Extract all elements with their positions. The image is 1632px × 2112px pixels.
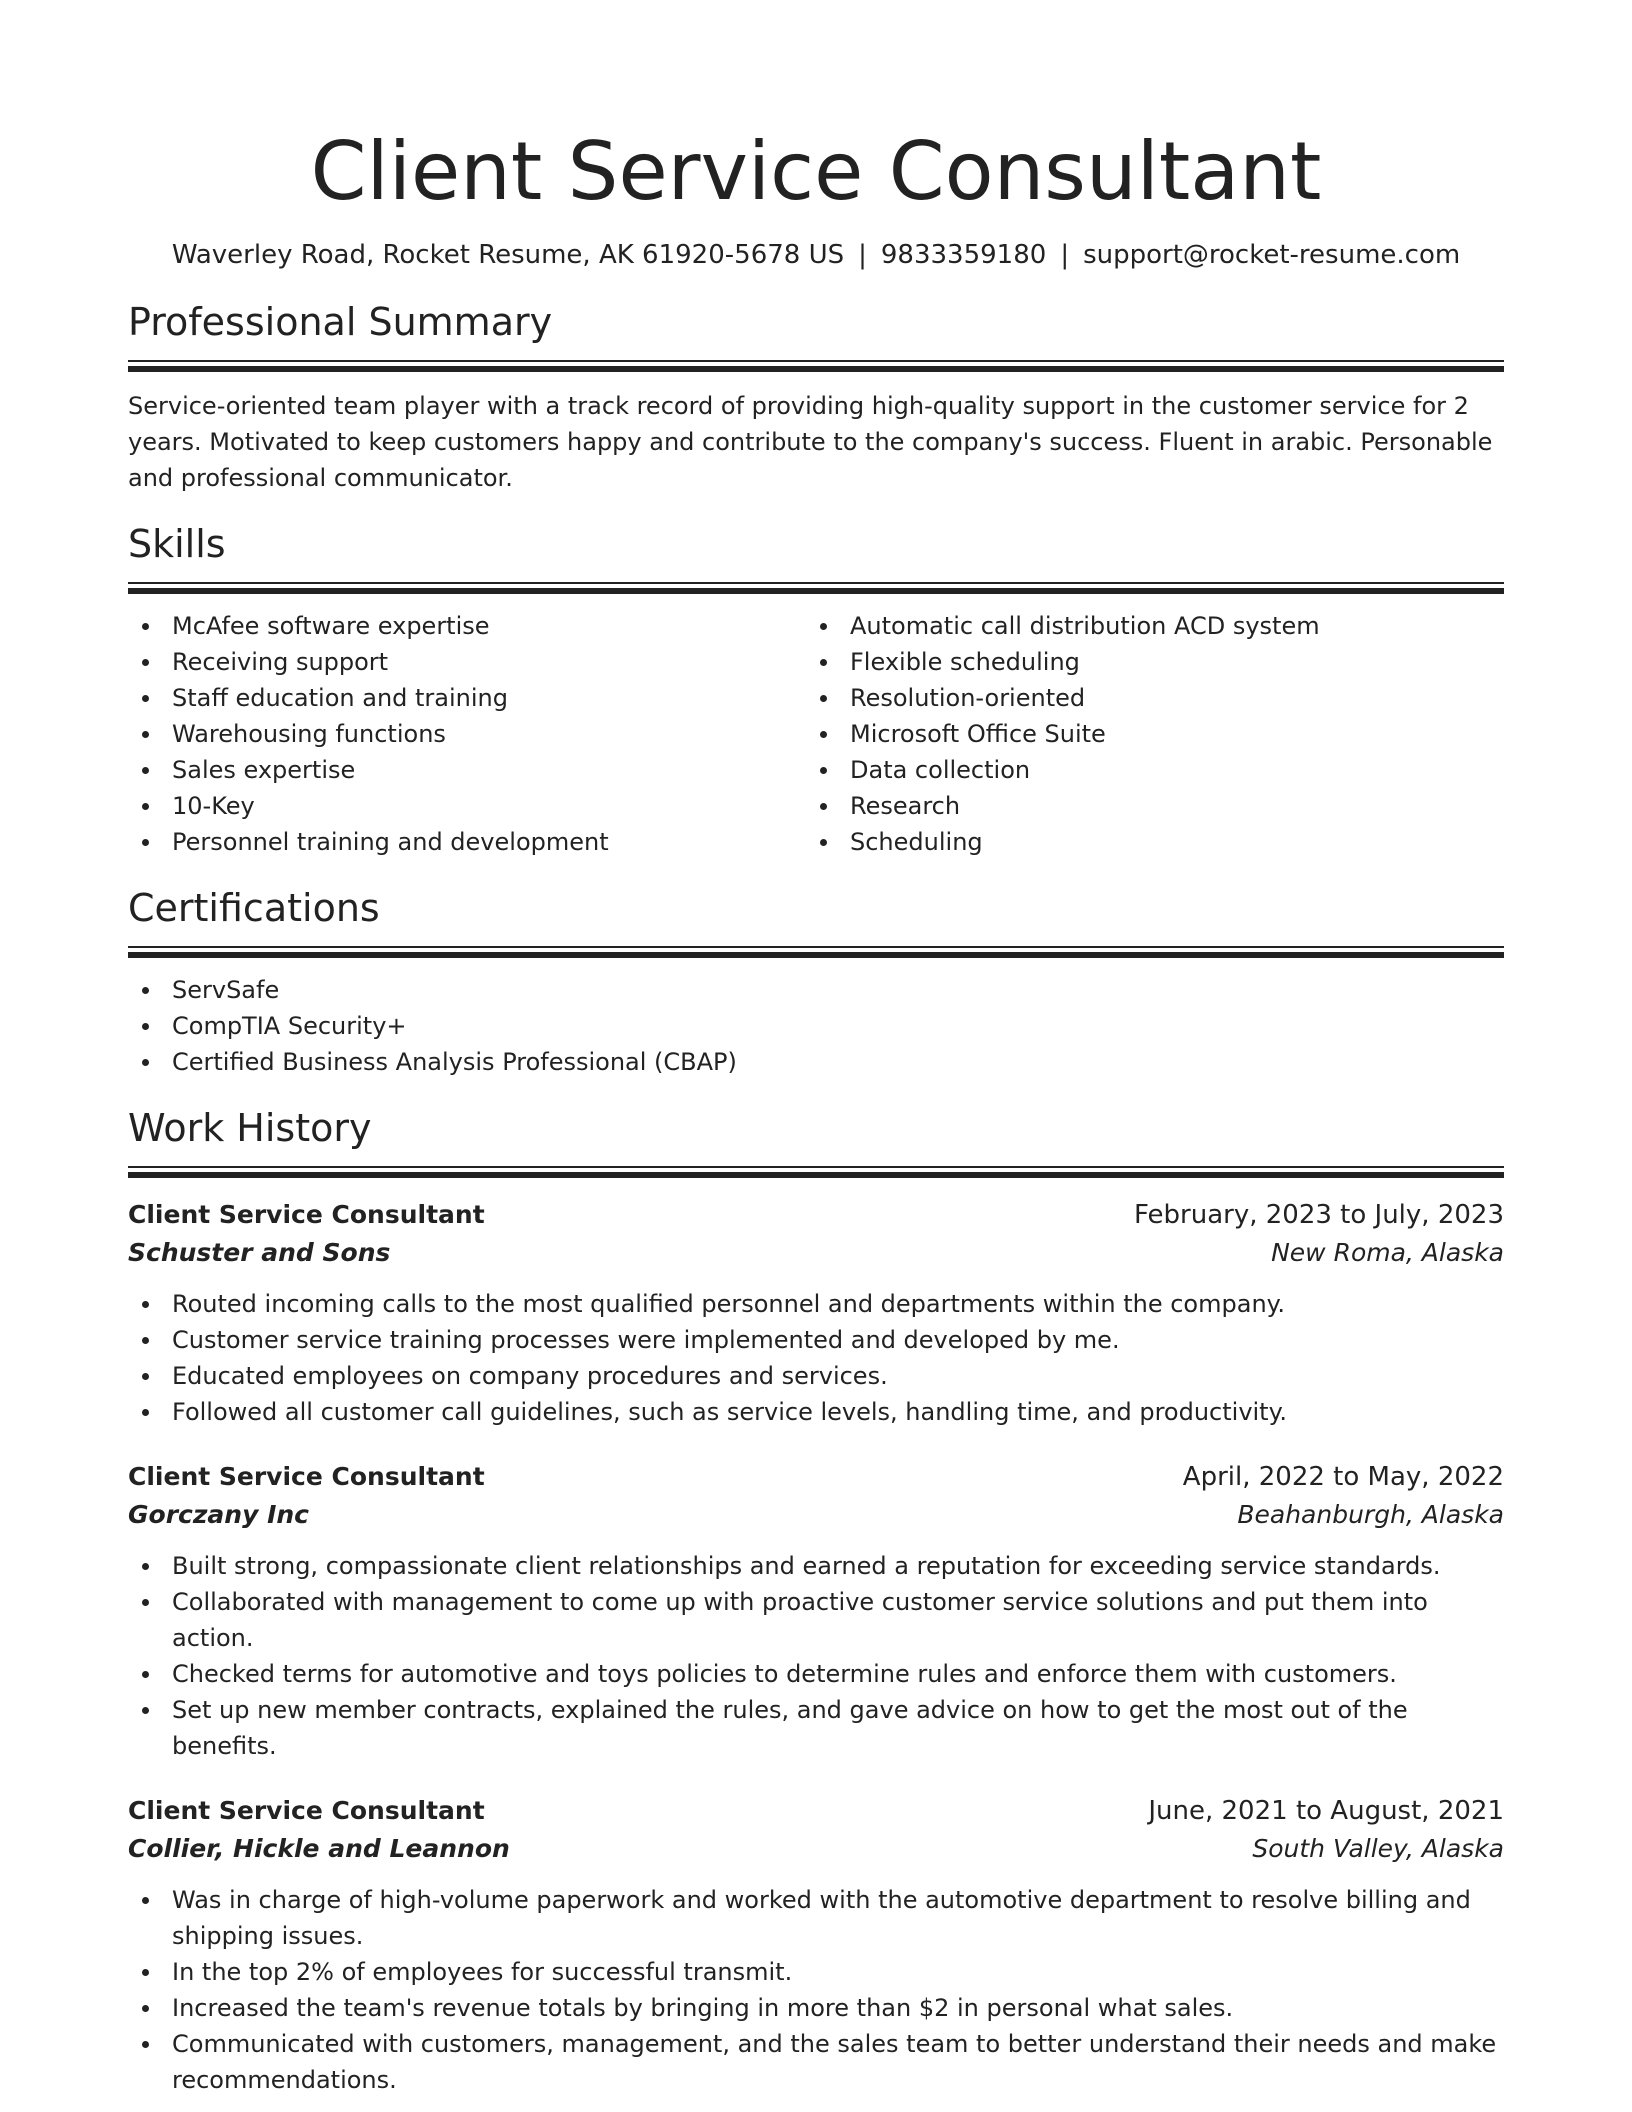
skills-heading: Skills [128, 522, 226, 566]
skill-item: Scheduling [806, 824, 1484, 860]
job-entry [128, 1458, 1504, 1764]
skill-item: Data collection [806, 752, 1484, 788]
skills-list-right [806, 608, 1484, 860]
contact-separator: | [1060, 240, 1070, 270]
job-duties-list [128, 1882, 1504, 2098]
section-divider [128, 946, 1504, 958]
job-duties-list [128, 1286, 1504, 1430]
job-duty: Routed incoming calls to the most qualified personnel and departments within the company. [128, 1286, 1504, 1322]
job-duty: Increased the team's revenue totals by bringing in more than $2 in personal what sales. [128, 1990, 1504, 2026]
job-title: Client Service Consultant [128, 1462, 485, 1491]
skill-item: Automatic call distribution ACD system [806, 608, 1484, 644]
certifications-section [128, 884, 1504, 1080]
job-dates: February, 2023 to July, 2023 [1134, 1200, 1504, 1230]
certification-item: CompTIA Security+ [128, 1008, 1504, 1044]
job-header-row [128, 1792, 1504, 1830]
resume-name: Client Service Consultant [310, 125, 1322, 218]
job-location: New Roma, Alaska [1271, 1238, 1504, 1267]
job-entry [128, 1196, 1504, 1430]
skills-list-left [128, 608, 806, 860]
job-title: Client Service Consultant [128, 1200, 485, 1229]
certification-item: ServSafe [128, 972, 1504, 1008]
skill-item: Staff education and training [128, 680, 806, 716]
skill-item: Warehousing functions [128, 716, 806, 752]
contact-email: support@rocket-resume.com [1083, 240, 1461, 270]
certifications-list [128, 972, 1504, 1080]
skill-item: Microsoft Office Suite [806, 716, 1484, 752]
skill-item: 10-Key [128, 788, 806, 824]
job-duty: Educated employees on company procedures and services. [128, 1358, 1504, 1394]
skill-item: Research [806, 788, 1484, 824]
job-header-row [128, 1458, 1504, 1496]
contact-line [128, 238, 1504, 272]
work-history-heading: Work History [128, 1106, 372, 1150]
skill-item: Flexible scheduling [806, 644, 1484, 680]
job-company-row [128, 1234, 1504, 1272]
summary-section [128, 298, 1504, 496]
job-location: South Valley, Alaska [1252, 1834, 1504, 1863]
job-company-row [128, 1496, 1504, 1534]
job-header-row [128, 1196, 1504, 1234]
skill-item: Sales expertise [128, 752, 806, 788]
section-divider [128, 360, 1504, 372]
summary-heading: Professional Summary [128, 300, 553, 344]
section-divider [128, 1166, 1504, 1178]
job-duty: Customer service training processes were implemented and developed by me. [128, 1322, 1504, 1358]
job-duty: Communicated with customers, management, and the sales team to better understand their needs and make recommendations. [128, 2026, 1504, 2098]
job-duty: Built strong, compassionate client relationships and earned a reputation for exceeding service standards. [128, 1548, 1504, 1584]
job-dates: April, 2022 to May, 2022 [1182, 1462, 1504, 1492]
job-duty: Collaborated with management to come up with proactive customer service solutions and put them into action. [128, 1584, 1504, 1656]
contact-phone: 9833359180 [880, 240, 1047, 270]
job-company: Schuster and Sons [128, 1238, 391, 1267]
job-duty: Set up new member contracts, explained the rules, and gave advice on how to get the most out of the benefits. [128, 1692, 1504, 1764]
skills-section [128, 520, 1504, 860]
contact-separator: | [858, 240, 867, 270]
resume-page [128, 0, 1504, 2098]
job-duty: Checked terms for automotive and toys policies to determine rules and enforce them with customers. [128, 1656, 1504, 1692]
contact-address: Waverley Road, Rocket Resume, AK 61920-5678 US [171, 240, 845, 270]
job-dates: June, 2021 to August, 2021 [1148, 1796, 1504, 1826]
skill-item: McAfee software expertise [128, 608, 806, 644]
certifications-heading: Certifications [128, 886, 380, 930]
skill-item: Resolution-oriented [806, 680, 1484, 716]
job-company: Gorczany Inc [128, 1500, 309, 1529]
skill-item: Receiving support [128, 644, 806, 680]
skills-grid [128, 608, 1504, 860]
job-duty: Was in charge of high-volume paperwork and worked with the automotive department to resolve billing and shipping issues. [128, 1882, 1504, 1954]
job-duties-list [128, 1548, 1504, 1764]
job-duty: Followed all customer call guidelines, such as service levels, handling time, and productivity. [128, 1394, 1504, 1430]
job-location: Beahanburgh, Alaska [1237, 1500, 1504, 1529]
job-title: Client Service Consultant [128, 1796, 485, 1825]
work-history-section [128, 1104, 1504, 2098]
job-entry [128, 1792, 1504, 2098]
job-company: Collier, Hickle and Leannon [128, 1834, 510, 1863]
job-company-row [128, 1830, 1504, 1868]
certification-item: Certified Business Analysis Professional (CBAP) [128, 1044, 1504, 1080]
skill-item: Personnel training and development [128, 824, 806, 860]
job-duty: In the top 2% of employees for successful transmit. [128, 1954, 1504, 1990]
summary-text: Service-oriented team player with a track record of providing high-quality support in the customer service for 2 years. Motivated to keep customers happy and contribute to the company's success. Fluent in arabic. Personable and professional communicator. [128, 392, 1493, 492]
section-divider [128, 582, 1504, 594]
